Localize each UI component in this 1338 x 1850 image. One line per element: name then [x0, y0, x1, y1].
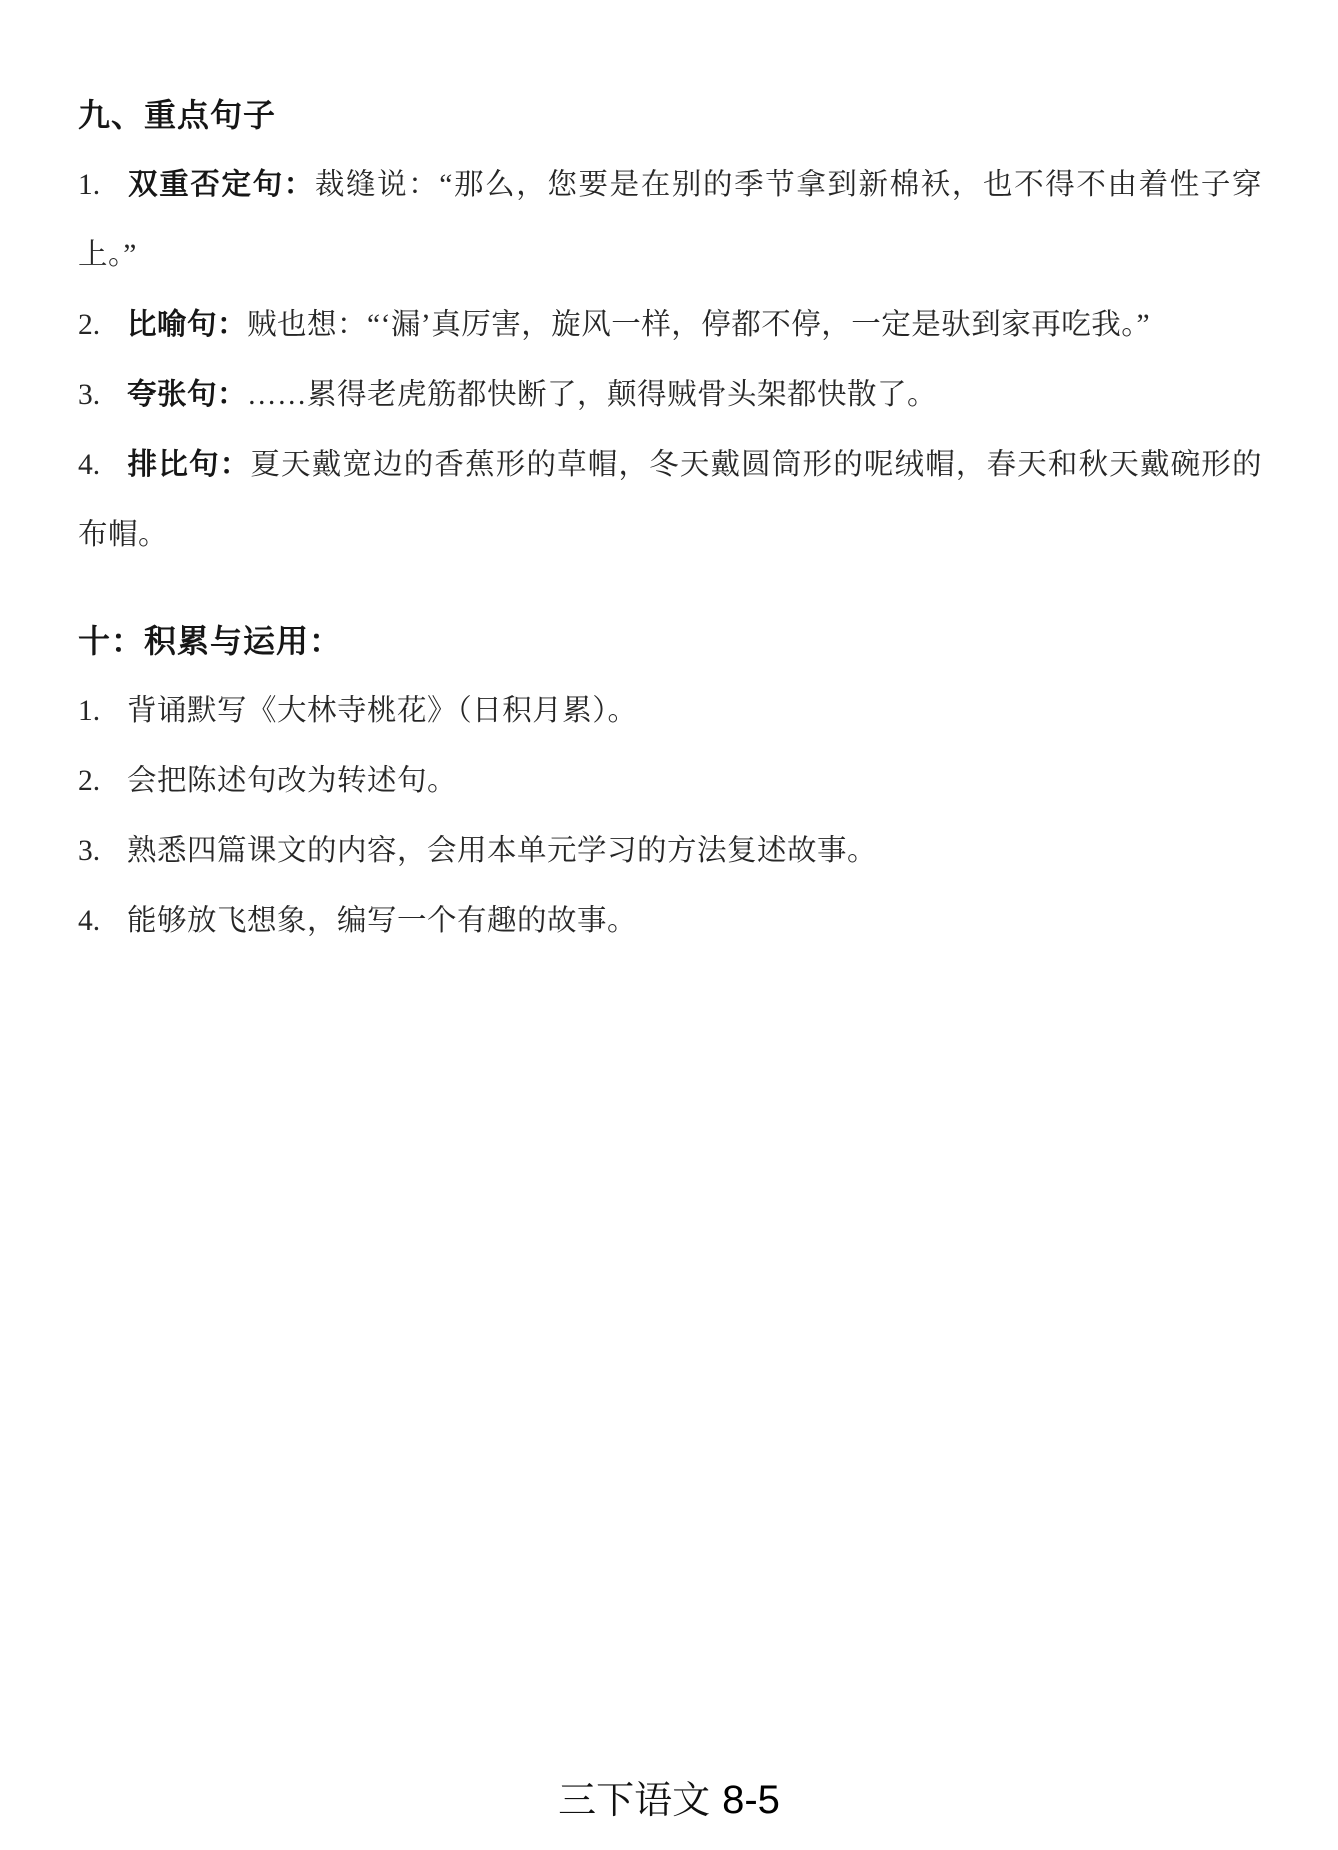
section9-item-4 — [78, 430, 1262, 570]
item-label: 夸张句： — [127, 379, 248, 411]
item-label: 双重否定句： — [127, 169, 315, 201]
item-label: 排比句： — [127, 449, 251, 481]
item-text: 熟悉四篇课文的内容，会用本单元学习的方法复述故事。 — [127, 835, 878, 867]
item-number: 2. — [78, 765, 101, 797]
page-footer — [0, 1769, 1338, 1824]
item-number: 3. — [78, 379, 101, 411]
item-number: 1. — [78, 695, 101, 727]
item-text: 夏天戴宽边的香蕉形的草帽，冬天戴圆筒形的呢绒帽，春天和秋天戴碗形的布帽。 — [78, 449, 1262, 551]
item-text: ……累得老虎筋都快断了，颠得贼骨头架都快散了。 — [247, 379, 938, 411]
item-text: 贼也想：“‘漏’真厉害，旋风一样，停都不停，一定是驮到家再吃我。” — [247, 309, 1151, 341]
section10-item-3 — [78, 816, 1262, 886]
item-number: 1. — [78, 169, 101, 201]
item-number: 4. — [78, 905, 101, 937]
section9-item-1 — [78, 150, 1262, 290]
footer-page-number: 8-5 — [722, 1778, 780, 1822]
item-text: 能够放飞想象，编写一个有趣的故事。 — [127, 905, 638, 937]
section10-item-4 — [78, 886, 1262, 956]
footer-course-label: 三下语文 — [558, 1780, 711, 1822]
section10-item-1 — [78, 676, 1262, 746]
item-text: 裁缝说：“那么，您要是在别的季节拿到新棉袄，也不得不由着性子穿上。” — [78, 169, 1262, 271]
section10-item-2 — [78, 746, 1262, 816]
section9-heading: 九、重点句子 — [78, 97, 277, 133]
item-number: 2. — [78, 309, 101, 341]
item-text: 背诵默写《大林寺桃花》（日积月累）。 — [127, 695, 638, 727]
section9-item-2 — [78, 290, 1262, 360]
section10-heading: 十：积累与运用： — [78, 623, 343, 659]
item-label: 比喻句： — [127, 309, 248, 341]
section9-item-3 — [78, 360, 1262, 430]
item-number: 3. — [78, 835, 101, 867]
item-text: 会把陈述句改为转述句。 — [127, 765, 458, 797]
page-content — [78, 80, 1262, 956]
item-number: 4. — [78, 449, 101, 481]
